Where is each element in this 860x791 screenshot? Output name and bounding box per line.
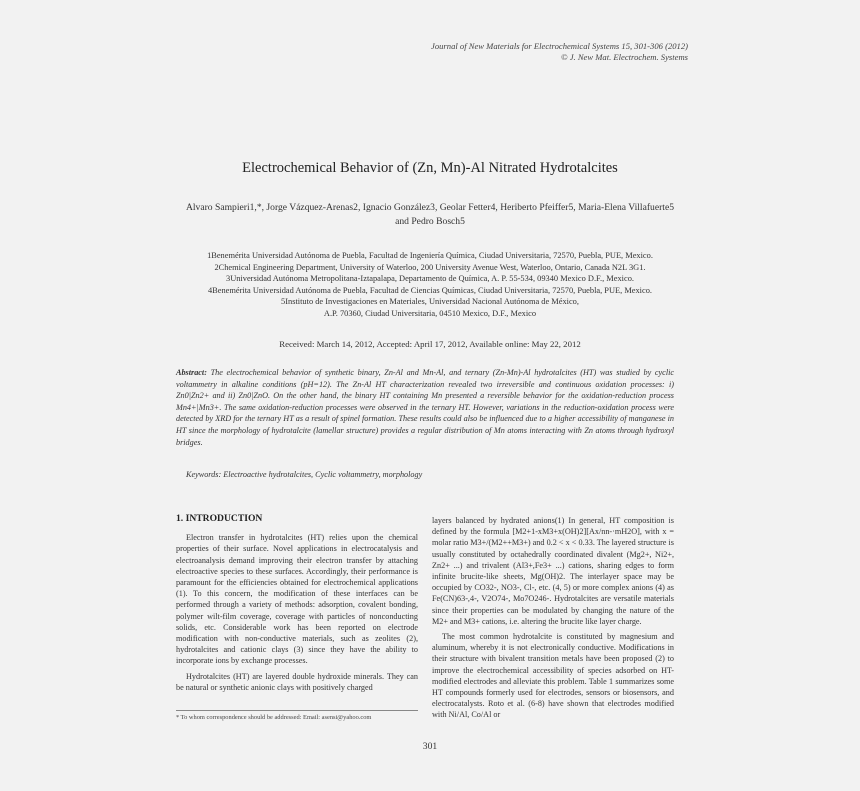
page-number: 301 [422, 741, 438, 752]
author-list [170, 201, 690, 228]
intro-paragraph-4: The most common hydrotalcite is constituted by magnesium and aluminum, whereby it is not electronically conductive. Modifications in their structure with bivalent transition metals have been proposed (2) to improve the electrochemical accessibility of species adsorbed on HT-modified electrodes and alleviate this problem. Table 1 summarizes some HT compounds formerly used for electrodes, sensors or biosensors, and electrocatalysts. Roto et al. (6-8) have shown that electrodes modified with Ni/Al, Co/Al or [432, 632, 674, 720]
journal-header [431, 41, 688, 63]
left-column [176, 513, 418, 697]
section-heading-introduction: 1. INTRODUCTION [176, 513, 263, 524]
affiliation-4: 4Benemérita Universidad Autónoma de Puebla, Facultad de Ciencias Químicas, Ciudad Universitaria, 72570, Puebla, PUE, Mexico. [207, 285, 652, 295]
intro-paragraph-2: Hydrotalcites (HT) are layered double hydroxide minerals. They can be natural or synthetic anionic clays with positively charged [176, 671, 418, 692]
affiliation-5-address: A.P. 70360, Ciudad Universitaria, 04510 Mexico, D.F., Mexico [323, 308, 537, 318]
received-dates: Received: March 14, 2012, Accepted: April 17, 2012, Available online: May 22, 2012 [279, 339, 581, 349]
affiliation-list [160, 250, 700, 320]
affiliation-5: 5Instituto de Investigaciones en Materiales, Universidad Nacional Autónoma de México, [281, 297, 579, 307]
abstract-label: Abstract: [176, 368, 207, 377]
right-column [432, 515, 674, 725]
affiliation-1: 1Benemérita Universidad Autónoma de Puebla, Facultad de Ingeniería Química, Ciudad Universitaria, 72570, Puebla, PUE, Mexico. [207, 251, 653, 260]
intro-paragraph-1: Electron transfer in hydrotalcites (HT) relies upon the chemical properties of their surface. Novel applications in electrocatalysis and electroanalysis demand improving their electron transfer by attaching electroactive species to these surfaces. Accordingly, their performance is paramount for the efficiencies obtained for electrochemical applications (1). To this concern, the modification of these interfaces can be performed through a variety of methods: adsorption, covalent bonding, polymer wilt-film coverage, coverage with particles of nonconducting solids, etc. Considerable work has been reported on electrode modification with non-conductive materials, such as zeolites (2), hydrotalcites and cationic clays (3) since they have the ability to incorporate ions by exchange processes. [176, 533, 418, 666]
keywords: Keywords: Electroactive hydrotalcites, Cyclic voltammetry, morphology [186, 470, 423, 479]
affiliation-2: 2Chemical Engineering Department, University of Waterloo, 200 University Avenue West, Waterloo, Ontario, Canada N2L 3G1. [214, 262, 646, 272]
affiliation-3: 3Universidad Autónoma Metropolitana-Iztapalapa, Departamento de Química, A. P. 55-534, 09340 Mexico D.F., Mexico. [226, 274, 634, 284]
journal-copyright: © J. New Mat. Electrochem. Systems [561, 52, 688, 62]
paper-title: Electrochemical Behavior of (Zn, Mn)-Al Nitrated Hydrotalcites [242, 160, 618, 176]
abstract [176, 367, 674, 448]
author-line-2: and Pedro Bosch5 [395, 215, 465, 227]
author-line-1: Alvaro Sampieri1,*, Jorge Vázquez-Arenas2, Ignacio González3, Geolar Fetter4, Heriberto Pfeiffer5, Maria-Elena Villafuerte5 [185, 202, 675, 213]
correspondence-footnote: * To whom correspondence should be addressed: Email: asensi@yahoo.com [176, 710, 418, 721]
abstract-text: The electrochemical behavior of synthetic binary, Zn-Al and Mn-Al, and ternary (Zn-Mn)-Al hydrotalcites (HT) was studied by cyclic voltammetry in alkaline conditions (pH=12). The Zn-Al HT characterization revealed two irreversible and continuous oxidation processes: i) Zn0|Zn2+ and ii) Zn0|ZnO. On the other hand, the binary HT containing Mn presented a reversible behavior for the oxidation-reduction process Mn4+|Mn3+. The same oxidation-reduction processes were observed in the ternary HT. However, variations in the reduction-oxidation process were detected by XRD for the ternary HT as a result of spinel formation. These results could also be influenced due to a higher accessibility of manganese in HT since the morphology of hydrotalcite (lamellar structure) provides a regular distribution of Mn atoms interacting with Zn atoms through hydroxyl bridges. [176, 368, 674, 447]
journal-citation: Journal of New Materials for Electrochemical Systems 15, 301-306 (2012) [431, 41, 688, 51]
intro-paragraph-3: layers balanced by hydrated anions(1) In general, HT composition is defined by the formula [M2+1-xM3+x(OH)2][Ax/nn-·mH2O], with x = molar ratio M3+/(M2++M3+) and 0.2 < x < 0.33. The layered structure is usually constituted by octahedrally coordinated divalent (Mg2+, Ni2+, Zn2+ ...) and trivalent (Al3+,Fe3+ ...) cations, sharing edges to form infinite brucite-like sheets, Mg(OH)2. The interlayer space may be occupied by CO32-, NO3-, Cl-, etc. (4, 5) or more complex anions (4) as Fe(CN)63-,4-, V2O74-, Mo7O246-. Hydrotalcites are versatile materials since their properties can be modulated by changing the nature of the M2+ and M3+ cations, i.e. altering the brucite like layer charge. [432, 516, 674, 626]
